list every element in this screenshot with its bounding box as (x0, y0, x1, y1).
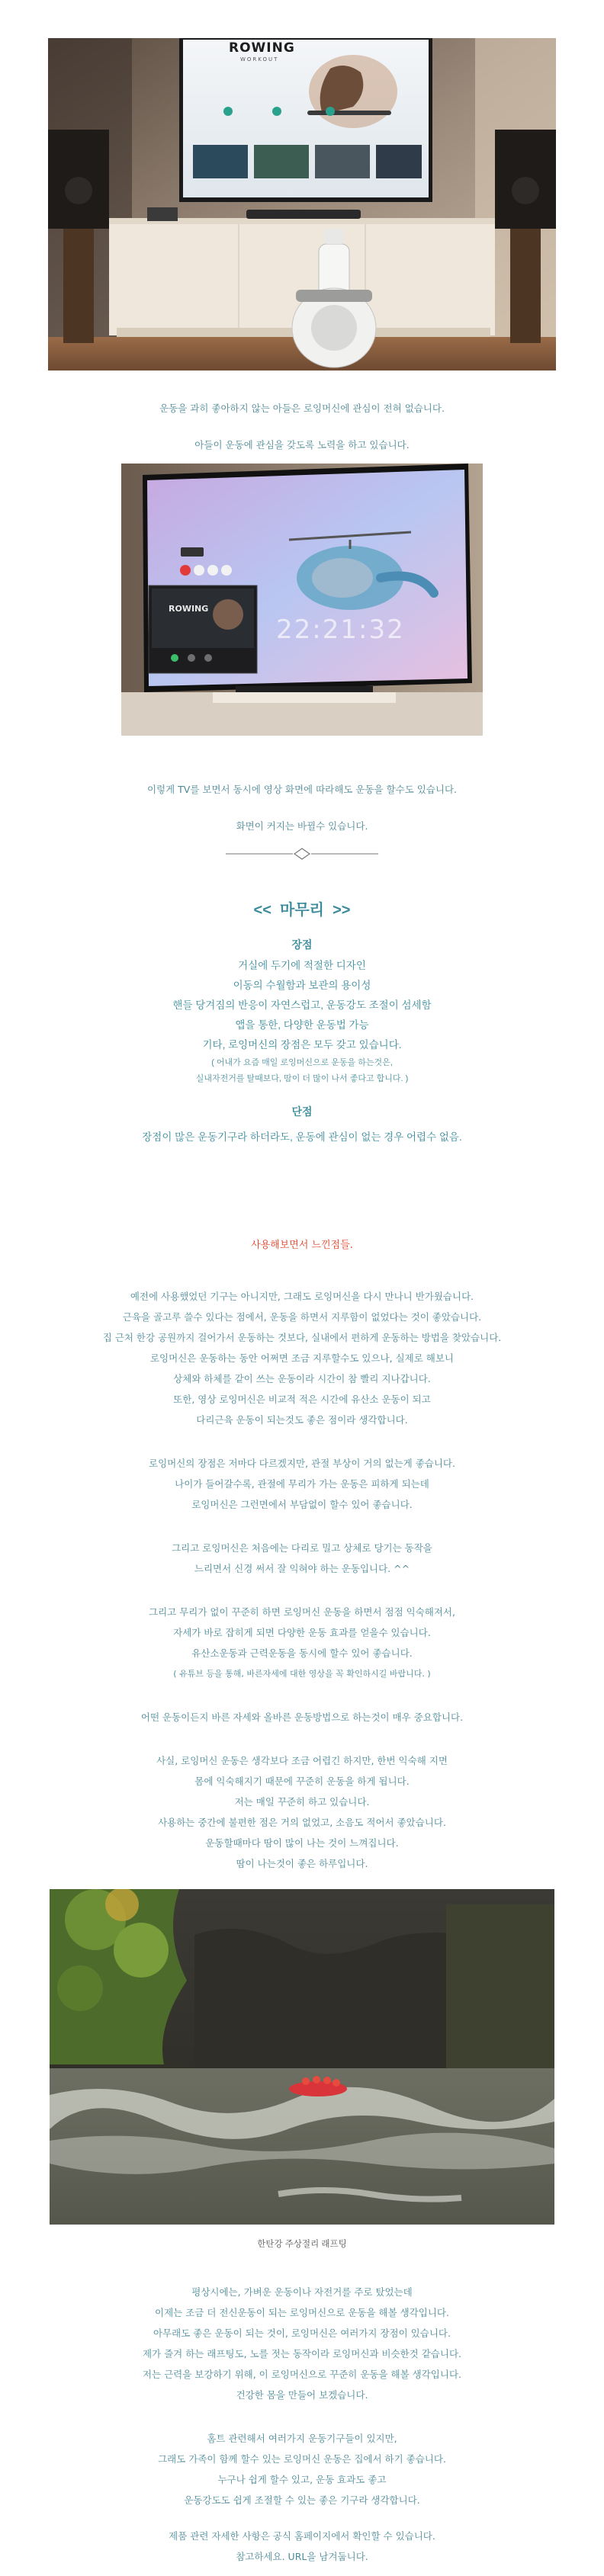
text-line: 사용하는 중간에 불편한 점은 거의 없었고, 소음도 적어서 좋았습니다. (158, 1817, 446, 1828)
pros-item: 이동의 수월함과 보관의 용이성 (233, 980, 371, 991)
text-line: 제가 즐겨 하는 래프팅도, 노를 젓는 동작이라 로잉머신과 비슷한것 같습니다. (142, 2348, 462, 2359)
text-line: 그래도 가족이 함께 할수 있는 로잉머신 운동은 집에서 하기 좋습니다. (158, 2453, 446, 2465)
text-line: 아무래도 좋은 운동이 되는 것이, 로잉머신은 여러가지 장점이 있습니다. (153, 2327, 451, 2339)
text-line: 누구나 쉽게 할수 있고, 운동 효과도 좋고 (217, 2474, 387, 2485)
text-line: 그리고 로잉머신은 처음에는 다리로 밀고 상체로 당기는 동작을 (172, 1542, 432, 1554)
rafting-caption: 한탄강 주상절리 래프팅 (257, 2240, 347, 2249)
living-room-illustration (48, 38, 556, 371)
text-line: 집 근처 한강 공원까지 걸어가서 운동하는 것보다, 실내에서 편하게 운동하는 방법을 찾았습니다. (102, 1332, 502, 1343)
caption-photo1 (0, 381, 604, 473)
summary-heading: << 마무리 >> (253, 902, 351, 919)
impressions-title: 사용해보면서 느낀점들. (251, 1240, 353, 1251)
text-line: 홈트 관련해서 여러가지 운동기구들이 있지만, (207, 2433, 397, 2444)
impressions-paragraph-3 (0, 1538, 604, 1579)
impressions-paragraph-4 (0, 1602, 604, 1684)
text-line: 예전에 사용했었던 기구는 아니지만, 그래도 로잉머신을 다시 만나니 반가웠습니다. (130, 1291, 474, 1302)
tv-pip-photo (121, 464, 483, 736)
tv-subtitle: WORKOUT (240, 56, 279, 63)
text-line: 사실, 로잉머신 운동은 생각보다 조금 어렵긴 하지만, 한번 익숙해 지면 (156, 1755, 448, 1766)
closing-paragraph-2 (0, 2428, 604, 2510)
text-line: 나이가 들어갈수록, 관절에 무리가 가는 운동은 피하게 되는데 (175, 1478, 429, 1490)
caption-line: 이렇게 TV를 보면서 동시에 영상 화면에 따라해도 운동을 할수도 있습니다. (146, 784, 458, 795)
text-line: 유산소운동과 근력운동을 동시에 할수 있어 좋습니다. (191, 1647, 413, 1659)
text-line: 운동할때마다 땀이 많이 나는 것이 느껴집니다. (205, 1837, 399, 1849)
text-line: 땀이 나는것이 좋은 하루입니다. (236, 1858, 368, 1869)
text-line: 느리면서 신경 써서 잘 익혀야 하는 운동입니다. ^^ (194, 1563, 410, 1574)
text-line: ( 유튜브 등을 통해, 바른자세에 대한 영상을 꼭 확인하시길 바랍니다. ) (173, 1669, 431, 1679)
caption-line: 화면이 커지는 바뀔수 있습니다. (236, 820, 368, 832)
rafting-photo (50, 1889, 554, 2225)
text-line: 저는 근력을 보강하기 위해, 이 로잉머신으로 꾸준히 운동을 해볼 생각입니다. (142, 2369, 462, 2380)
summary-section (0, 897, 604, 1144)
tv-pip-illustration (121, 464, 483, 736)
text-line: 이제는 조금 더 전신운동이 되는 로잉머신으로 운동을 해볼 생각입니다. (155, 2307, 449, 2318)
rafting-illustration (50, 1889, 554, 2225)
text-line: 로잉머신은 그런면에서 부담없이 할수 있어 좋습니다. (191, 1499, 413, 1510)
caption-photo2 (0, 762, 604, 854)
text-line: 로잉머신은 운동하는 동안 어쩌면 조금 지루할수도 있으나, 실제로 해보니 (149, 1352, 454, 1364)
text-line: 그리고 무리가 없이 꾸준히 하면 로잉머신 운동을 하면서 점점 익숙해져서, (149, 1606, 455, 1618)
closing-section (0, 2282, 604, 2567)
note-line: ( 어내가 요즘 매일 로잉머신으로 운동을 하는것은, (211, 1058, 393, 1067)
pros-title: 장점 (291, 938, 313, 951)
pros-item: 앱을 통한, 다양한 운동법 가능 (235, 1019, 369, 1031)
cons-title: 단점 (291, 1105, 313, 1118)
impressions-paragraph-1 (0, 1286, 604, 1430)
pros-note (0, 1055, 604, 1087)
impressions-section (0, 1235, 604, 1874)
impressions-paragraph-5: 어떤 운동이든지 바른 자세와 올바른 운동방법으로 하는것이 매우 중요합니다. (140, 1711, 464, 1723)
pip-app-title: ROWING (169, 604, 209, 614)
tv-title: ROWING (229, 40, 295, 56)
text-line: 평상시에는, 가벼운 운동이나 자전거를 주로 탔었는데 (191, 2286, 413, 2298)
closing-paragraph-1 (0, 2282, 604, 2405)
note-line: 실내자전거를 탈때보다, 땀이 더 많이 나서 좋다고 합니다. ) (195, 1074, 409, 1083)
text-line: 제품 관련 자세한 사항은 공식 홈페이지에서 확인할 수 있습니다. (169, 2530, 435, 2542)
text-line: 자세가 바로 잡히게 되면 다양한 운동 효과를 얻을수 있습니다. (173, 1627, 431, 1638)
text-line: 참고하세요. URL을 남겨둡니다. (236, 2551, 368, 2562)
closing-paragraph-3 (0, 2526, 604, 2567)
text-line: 로잉머신의 장점은 저마다 다르겠지만, 관절 부상이 거의 없는게 좋습니다. (149, 1458, 455, 1469)
impressions-paragraph-2 (0, 1453, 604, 1515)
text-line: 운동강도도 쉽게 조절할 수 있는 좋은 기구라 생각합니다. (184, 2494, 420, 2506)
cons-text: 장점이 많은 운동기구라 하더라도, 운동에 관심이 없는 경우 어렵수 없음. (142, 1131, 462, 1143)
caption-line: 아들이 운동에 관심을 갖도록 노력을 하고 있습니다. (194, 439, 410, 451)
rowing-tv-photo (48, 38, 556, 371)
tv-clock: 22:21:32 (276, 614, 405, 645)
impressions-paragraph-6 (0, 1750, 604, 1874)
text-line: 저는 매일 꾸준히 하고 있습니다. (234, 1796, 370, 1808)
text-line: 몸에 익숙해지기 때문에 꾸준히 운동을 하게 됩니다. (194, 1776, 410, 1787)
text-line: 건강한 몸을 만들어 보겠습니다. (236, 2389, 368, 2401)
text-line: 상체와 하체를 같이 쓰는 운동이라 시간이 참 빨리 지나갑니다. (173, 1373, 431, 1384)
text-line: 다리근육 운동이 되는것도 좋은 점이라 생각합니다. (196, 1414, 408, 1426)
pros-list (0, 956, 604, 1055)
pros-item: 핸들 당겨짐의 반응이 자연스럽고, 운동강도 조절이 섬세함 (172, 999, 432, 1011)
text-line: 또한, 영상 로잉머신은 비교적 적은 시간에 유산소 운동이 되고 (173, 1394, 431, 1405)
text-line: 근육을 골고루 쓸수 있다는 점에서, 운동을 하면서 지루함이 없었다는 것이 좋았습니다. (122, 1311, 482, 1323)
caption-line: 운동을 과히 좋아하지 않는 아들은 로잉머신에 관심이 전혀 없습니다. (159, 403, 445, 414)
pros-item: 거실에 두기에 적절한 디자인 (238, 960, 366, 971)
pros-item: 기타, 로잉머신의 장점은 모두 갖고 있습니다. (202, 1039, 402, 1051)
diamond-divider (226, 846, 378, 861)
